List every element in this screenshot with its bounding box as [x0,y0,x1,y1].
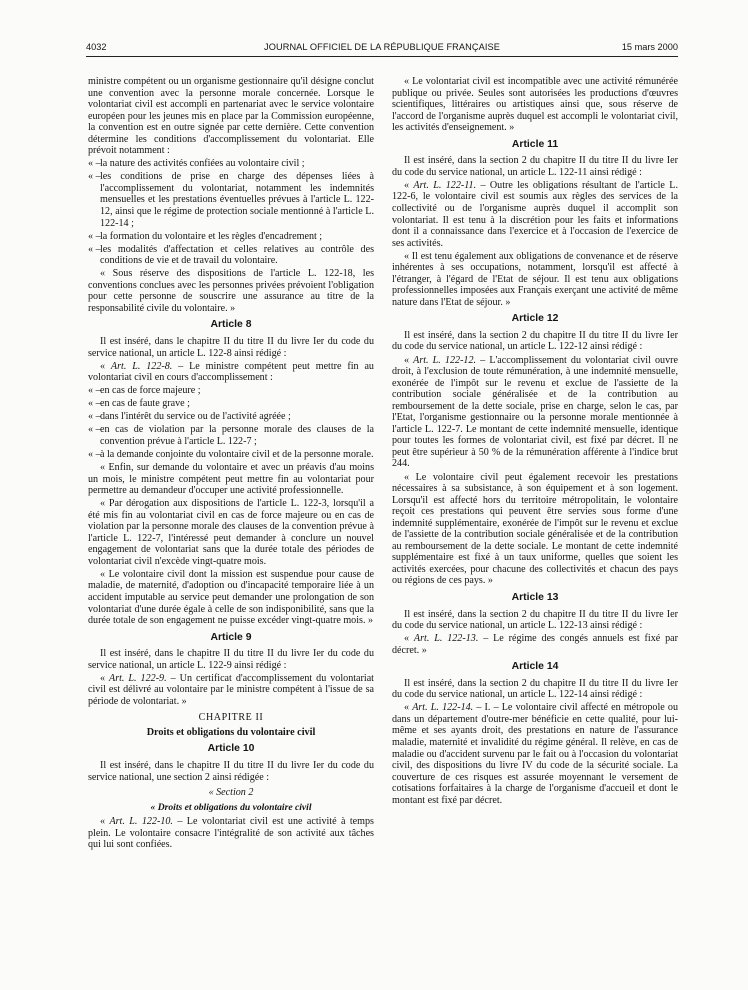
chapter-heading: CHAPITRE II [198,712,264,724]
paragraph: Il est inséré, dans le chapitre II du titre II du livre Ier du code du service national, une section 2 ainsi rédigée : [88,760,374,783]
article-heading: Article 8 [210,319,252,331]
section-heading: « Section 2 [208,787,254,799]
list-item: « –les modalités d'affectation et celles relatives au contrôle des conditions de vie et de travail du volontaire. [88,243,374,267]
paragraph: « Art. L. 122-11. – Outre les obligations résultant de l'article L. 122-6, le volontaire civil est soumis aux règles des services de la collectivité ou de l'organisme auprès duquel il accomplit son volontariat. Il est tenu à la discrétion pour les faits et informations dont il a connaissance dans l'exercice et à l'occasion de l'exercice de ses activités. [392,179,678,249]
article-heading: Article 11 [511,138,559,150]
list-item: « –la formation du volontaire et les règles d'encadrement ; [88,230,323,242]
paragraph: « Art. L. 122-12. – L'accomplissement du volontariat civil ouvre droit, à l'exclusion de toute rémunération, à une indemnité mensuelle, exonérée de l'impôt sur le revenu et exclue de l'assiette de la contribution sociale généralisée et de la contribution au remboursement de la dette sociale, prise en charge, selon le cas, par l'Etat, l'organisme gestionnaire ou la personne morale mentionnée à l'article L. 122-7. Le montant de cette indemnité mensuelle, identique pour toutes les formes de volontariat civil, est fixé par décret. Il ne peut être supérieur à 50 % de la rémunération afférente à l'indice brut 244. [392,354,678,470]
list-item: « –dans l'intérêt du service ou de l'activité agréée ; [88,411,291,423]
article-reference: Art. L. 122-13. [413,633,479,645]
paragraph: « Le volontariat civil est incompatible avec une activité rémunérée publique ou privée. Seules sont autorisées les productions d'œuvres scientifiques, littéraires ou artistiques ainsi que, sous réserve de l'accord de l'organisme auprès duquel est accompli le volontariat civil, les activités d'enseignement. » [392,76,678,134]
page-header [86,42,678,56]
paragraph: « Art. L. 122-8. – Le ministre compétent peut mettre fin au volontariat civil en cours d'accomplissement : [88,360,374,384]
paragraph: « Par dérogation aux dispositions de l'article L. 122-3, lorsqu'il a été mis fin au volontariat civil en cas de force majeure ou en cas de violation par la personne morale des clauses de la convention prévue à l'article L. 122-7, l'intéressé peut demander à conclure un nouvel engagement de volontariat sans que la durée totale des périodes de volontariat civil n'excède vingt-quatre mois. [88,498,374,567]
chapter-title: Droits et obligations du volontaire civil [146,726,316,738]
left-column [88,76,374,976]
article-heading: Article 9 [210,631,252,643]
right-column [392,76,678,976]
header-rule [86,56,678,57]
article-reference: Art. L. 122-12. [413,354,477,366]
list-item: « –en cas de faute grave ; [88,398,190,410]
article-heading: Article 12 [511,313,559,325]
paragraph: « Art. L. 122-10. – Le volontariat civil est une activité à temps plein. Le volontaire consacre l'intégralité de son activité aux tâches qui lui sont confiées. [88,816,374,851]
article-reference: Art. L. 122-9. [109,672,167,684]
list-item: « –les conditions de prise en charge des dépenses liées à l'accomplissement du volontariat, notamment les indemnités mensuelles et les prestations éventuelles prévues à l'article L. 122-12, ainsi que le régime de protection sociale mentionné à l'article L. 122-14 ; [88,171,374,229]
list-item: « –la nature des activités confiées au volontaire civil ; [88,158,305,170]
paragraph: Il est inséré, dans la section 2 du chapitre II du titre II du livre Ier du code du service national, un article L. 122-14 ainsi rédigé : [392,677,678,701]
paragraph: « Art. L. 122-13. – Le régime des congés annuels est fixé par décret. » [392,633,678,656]
article-heading: Article 10 [207,743,255,755]
article-reference: Art. L. 122-8. [110,360,173,372]
paragraph: « Il est tenu également aux obligations de convenance et de réserve inhérentes à ses occupations, notamment, lorsqu'il est affecté à l'étranger, à l'égard de l'Etat de séjour. Il est tenu aux obligations professionnelles imposées aux Français exerçant une activité de même nature dans l'Etat de séjour. » [392,250,678,308]
paragraph: « Enfin, sur demande du volontaire et avec un préavis d'au moins un mois, le ministre compétent peut mettre fin au volontariat pour permettre au demandeur d'occuper une activité professionnelle. [88,461,374,497]
paragraph: « Le volontaire civil dont la mission est suspendue pour cause de maladie, de maternité, d'adoption ou d'incapacité temporaire liée à un accident imputable au service peut demander une prolongation de son volontariat d'une durée égale à celle de son indisponibilité, sans que la durée totale de son engagement ne puisse excéder vingt-quatre mois. » [88,568,374,627]
article-heading: Article 13 [511,591,559,603]
article-heading: Article 14 [511,661,559,673]
paragraph: ministre compétent ou un organisme gestionnaire qu'il désigne conclut une convention avec la personne morale concernée. Lorsque le volontariat civil est accompli en partenariat avec le service volontaire européen pour les jeunes mis en place par la Commission européenne, la convention est en outre signée par cette dernière. Cette convention détermine les conditions d'accomplissement du volontariat. Elle prévoit notamment : [88,76,374,157]
paragraph: « Art. L. 122-14. – I. – Le volontaire civil affecté en métropole ou dans un département d'outre-mer bénéficie en cette qualité, pour lui-même et ses ayants droit, des prestations en nature de l'assurance maladie, maternité et invalidité du régime général. Il relève, en cas de maladie ou d'accident survenu par le fait ou à l'occasion du volontariat civil, des dispositions du livre IV du code de la sécurité sociale. La couverture de ces risques est assurée moyennant le versement de cotisations forfaitaires à la charge de l'organisme d'accueil et dont le montant est fixé par décret. [392,702,678,806]
paragraph: « Le volontaire civil peut également recevoir les prestations nécessaires à sa subsistance, à son équipement et à son logement. Lorsqu'il est affecté hors du territoire métropolitain, le volontaire reçoit ces prestations qui peuvent être servies sous forme d'une indemnité supplémentaire, exonérée de l'impôt sur le revenu et exclue de l'assiette de la contribution sociale généralisée et de la contribution au remboursement de la dette sociale. Le montant de cette indemnité supplémentaire est fixé à un taux uniforme, quelles que soient les activités exercées, pour chacune des collectivités et chacun des pays ou régions de ces pays. » [392,471,678,587]
list-item: « –en cas de force majeure ; [88,385,201,397]
journal-title: JOURNAL OFFICIEL DE LA RÉPUBLIQUE FRANÇAISE [264,42,500,52]
paragraph: Il est inséré, dans le chapitre II du titre II du livre Ier du code du service national, un article L. 122-8 ainsi rédigé : [88,335,374,359]
article-reference: Art. L. 122-11. [413,179,477,191]
paragraph: « Art. L. 122-9. – Un certificat d'accomplissement du volontariat civil est délivré au volontaire par le ministre compétent à l'issue de sa période de volontariat. » [88,672,374,707]
list-item: « –à la demande conjointe du volontaire civil et de la personne morale. [88,448,374,460]
page-number: 4032 [86,42,107,52]
paragraph: Il est inséré, dans le chapitre II du titre II du livre Ier du code du service national, un article L. 122-9 ainsi rédigé : [88,648,374,671]
paragraph: Il est inséré, dans la section 2 du chapitre II du titre II du livre Ier du code du service national, un article L. 122-11 ainsi rédigé : [392,155,678,178]
paragraph: Il est inséré, dans la section 2 du chapitre II du titre II du livre Ier du code du service national, un article L. 122-12 ainsi rédigé : [392,329,678,353]
list-item: « –en cas de violation par la personne morale des clauses de la convention prévue à l'article L. 122-7 ; [88,424,374,447]
publication-date: 15 mars 2000 [621,42,678,52]
paragraph: « Sous réserve des dispositions de l'article L. 122-18, les conventions conclues avec les personnes privées prévoient l'obligation pour cette personne de souscrire une assurance au titre de la responsabilité civile du volontaire. » [88,268,374,314]
paragraph: Il est inséré, dans la section 2 du chapitre II du titre II du livre Ier du code du service national, un article L. 122-13 ainsi rédigé : [392,608,678,632]
section-title: « Droits et obligations du volontaire civil [150,801,312,813]
article-reference: Art. L. 122-14. [412,702,474,714]
article-reference: Art. L. 122-10. [109,816,173,828]
